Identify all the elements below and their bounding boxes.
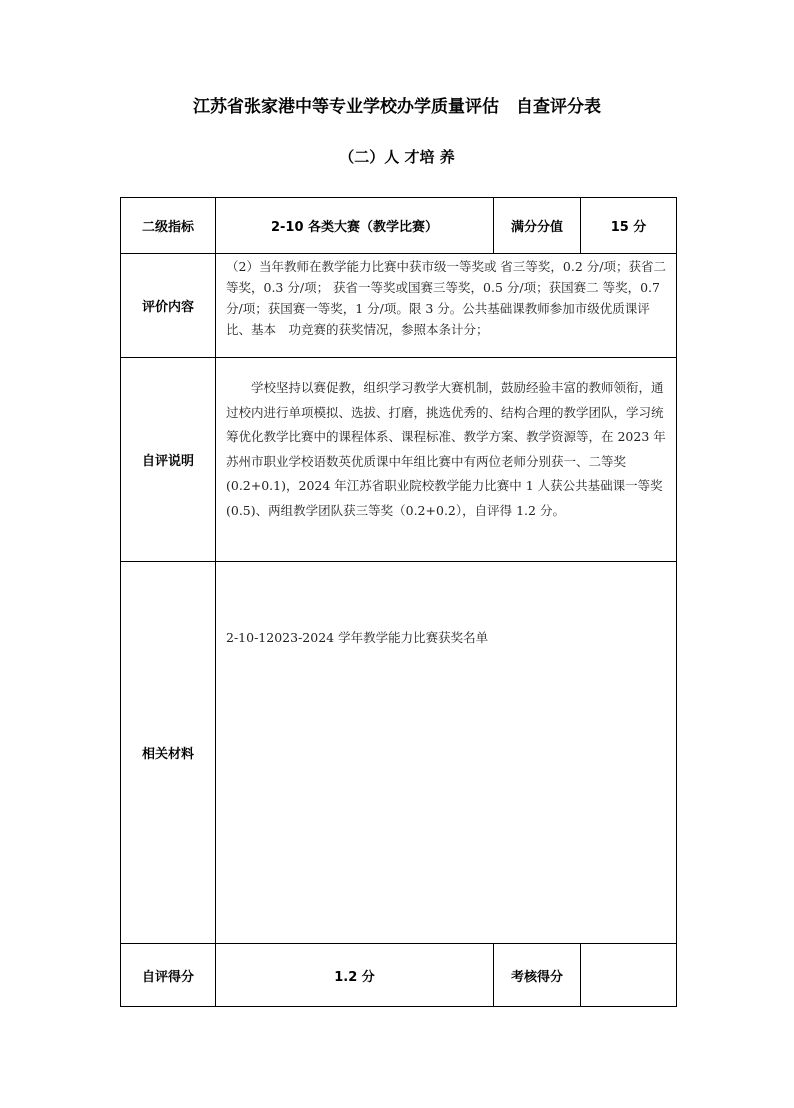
materials-row [121, 562, 677, 944]
review-score-label: 考核得分 [494, 944, 581, 1007]
document-title: 江苏省张家港中等专业学校办学质量评估 自查评分表 [193, 97, 601, 117]
self-score-value: 1.2 分 [216, 944, 494, 1007]
section-subtitle: （二）人 才培 养 [339, 148, 455, 166]
self-description-text: 学校坚持以赛促教，组织学习教学大赛机制，鼓励经验丰富的教师领衔，通过校内进行单项模拟、选拔、打磨，挑选优秀的、结构合理的教学团队，学习统筹优化教学比赛中的课程体系、课程标准、教学方案、教学资源等，在 2023 年苏州市职业学校语数英优质课中年组比赛中有两位老师分别获一、二等奖(0.2+0.1)，2024 年江苏省职业院校教学能力比赛中 1 人获公共基础课一等奖(0.5)、两组教学团队获三等奖（0.2+0.2），自评得 1.2 分。 [216, 358, 677, 562]
full-score-label: 满分分值 [494, 198, 581, 254]
evaluation-label: 评价内容 [121, 254, 216, 358]
evaluation-text: （2）当年教师在教学能力比赛中获市级一等奖或 省三等奖，0.2 分/项；获省二等奖，0.3 分/项； 获省一等奖或国赛三等奖，0.5 分/项；获国赛二 等奖，0.7 分/项；获国赛一等奖，1 分/项。限 3 分。公共基础课教师参加市级优质课评比、基本 功竞赛的获奖情况，参照本条计分； [216, 254, 677, 358]
footer-row [121, 944, 677, 1007]
self-description-label: 自评说明 [121, 358, 216, 562]
materials-text: 2-10-12023-2024 学年教学能力比赛获奖名单 [216, 562, 677, 944]
score-table [120, 197, 677, 1007]
evaluation-row [121, 254, 677, 358]
indicator-value: 2-10 各类大赛（教学比赛） [216, 198, 494, 254]
review-score-value [581, 944, 677, 1007]
self-description-row [121, 358, 677, 562]
materials-label: 相关材料 [121, 562, 216, 944]
self-score-label: 自评得分 [121, 944, 216, 1007]
full-score-value: 15 分 [581, 198, 677, 254]
indicator-label: 二级指标 [121, 198, 216, 254]
header-row [121, 198, 677, 254]
